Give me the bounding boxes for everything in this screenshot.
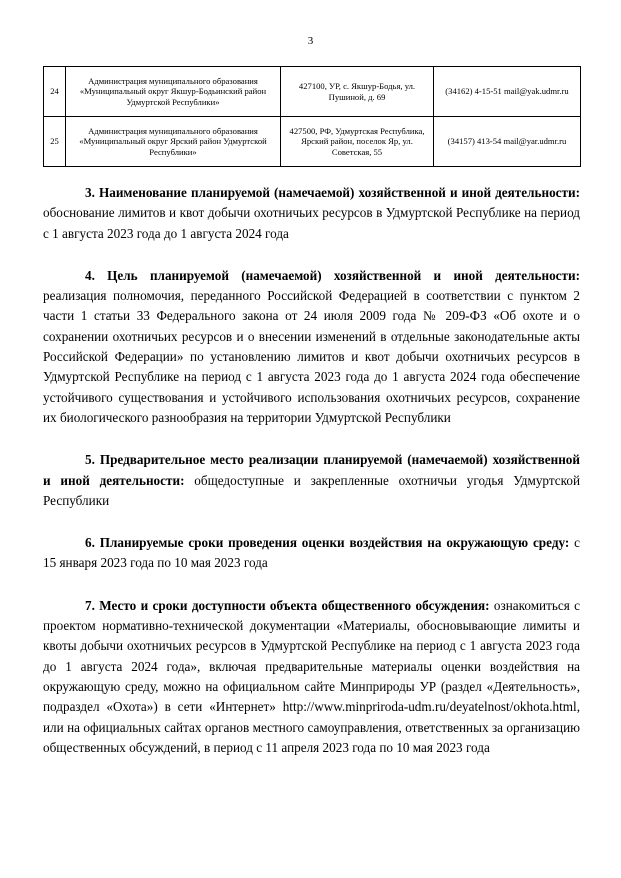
row-number: 24 (44, 67, 66, 117)
administration-contacts: (34157) 413-54 mail@yar.udmr.ru (434, 117, 581, 167)
administrations-table (43, 66, 581, 167)
administration-address: 427500, РФ, Удмуртская Республика, Ярский район, поселок Яр, ул. Советская, 55 (281, 117, 434, 167)
section-heading: 6. Планируемые сроки проведения оценки воздействия на окружающую среду: (85, 535, 570, 551)
section-assessment-dates (43, 533, 580, 574)
administration-name: Администрация муниципального образования «Муниципальный округ Ярский район Удмуртской Республики» (66, 117, 281, 167)
table-row (44, 67, 581, 117)
section-text: ознакомиться с проектом нормативно-технической документации «Материалы, обосновывающие лимиты и квоты добычи охотничьих ресурсов в Удмуртской Республике на период с 1 августа 2023 года до 1 августа 2024 года», включая предварительные материалы оценки воздействия на окружающую среду, можно на официальном сайте Минприроды УР (раздел «Деятельность», подраздел «Охота») в сети «Интернет» http://www.minpriroda-udm.ru/deyatelnost/okhota.html, или на официальных сайтах органов местного самоуправления, ответственных за организацию общественных обсуждений, в период с 11 апреля 2023 года по 10 мая 2023 года (43, 597, 580, 755)
document-body (43, 183, 580, 758)
section-text: реализация полномочия, переданного Российской Федерацией в соответствии с пунктом 2 части 1 статьи 33 Федерального закона от 24 июля 2009 года № 209-ФЗ «Об охоте и о сохранении охотничьих ресурсов и о внесении изменений в отдельные законодательные акты Российской Федерации» по установлению лимитов и квот добычи охотничьих ресурсов в Удмуртской Республике на период с 1 августа 2023 года до 1 августа 2024 года обеспечение устойчивого существования и устойчивого использования охотничьих ресурсов, сохранение их биологического разнообразия на территории Удмуртской Республики (43, 288, 580, 425)
administration-contacts: (34162) 4-15-51 mail@yak.udmr.ru (434, 67, 581, 117)
table-row (44, 117, 581, 167)
section-availability (43, 596, 580, 758)
section-activity-name (43, 183, 580, 244)
page-number: 3 (307, 35, 314, 47)
row-number: 25 (44, 117, 66, 167)
section-text: общедоступные и закрепленные охотничьи угодья Удмуртской Республики (43, 472, 580, 508)
section-heading: 7. Место и сроки доступности объекта общественного обсуждения: (85, 597, 490, 613)
section-heading: 3. Наименование планируемой (намечаемой) хозяйственной и иной деятельности: (85, 185, 580, 200)
administration-address: 427100, УР, с. Якшур-Бодья, ул. Пушиной, д. 69 (281, 67, 434, 117)
section-text: обоснование лимитов и квот добычи охотничьих ресурсов в Удмуртской Республике на период с 1 августа 2023 года до 1 августа 2024 года (43, 205, 580, 241)
section-text: с 15 января 2023 года по 10 мая 2023 года (43, 535, 580, 571)
section-activity-place (43, 450, 580, 511)
section-heading: 5. Предварительное место реализации планируемой (намечаемой) хозяйственной и иной деятельности: (43, 452, 580, 488)
section-heading: 4. Цель планируемой (намечаемой) хозяйственной и иной деятельности: (85, 267, 580, 283)
section-activity-goal (43, 266, 580, 428)
administration-name: Администрация муниципального образования «Муниципальный округ Якшур-Бодьинский район Удмуртской Республики» (66, 67, 281, 117)
